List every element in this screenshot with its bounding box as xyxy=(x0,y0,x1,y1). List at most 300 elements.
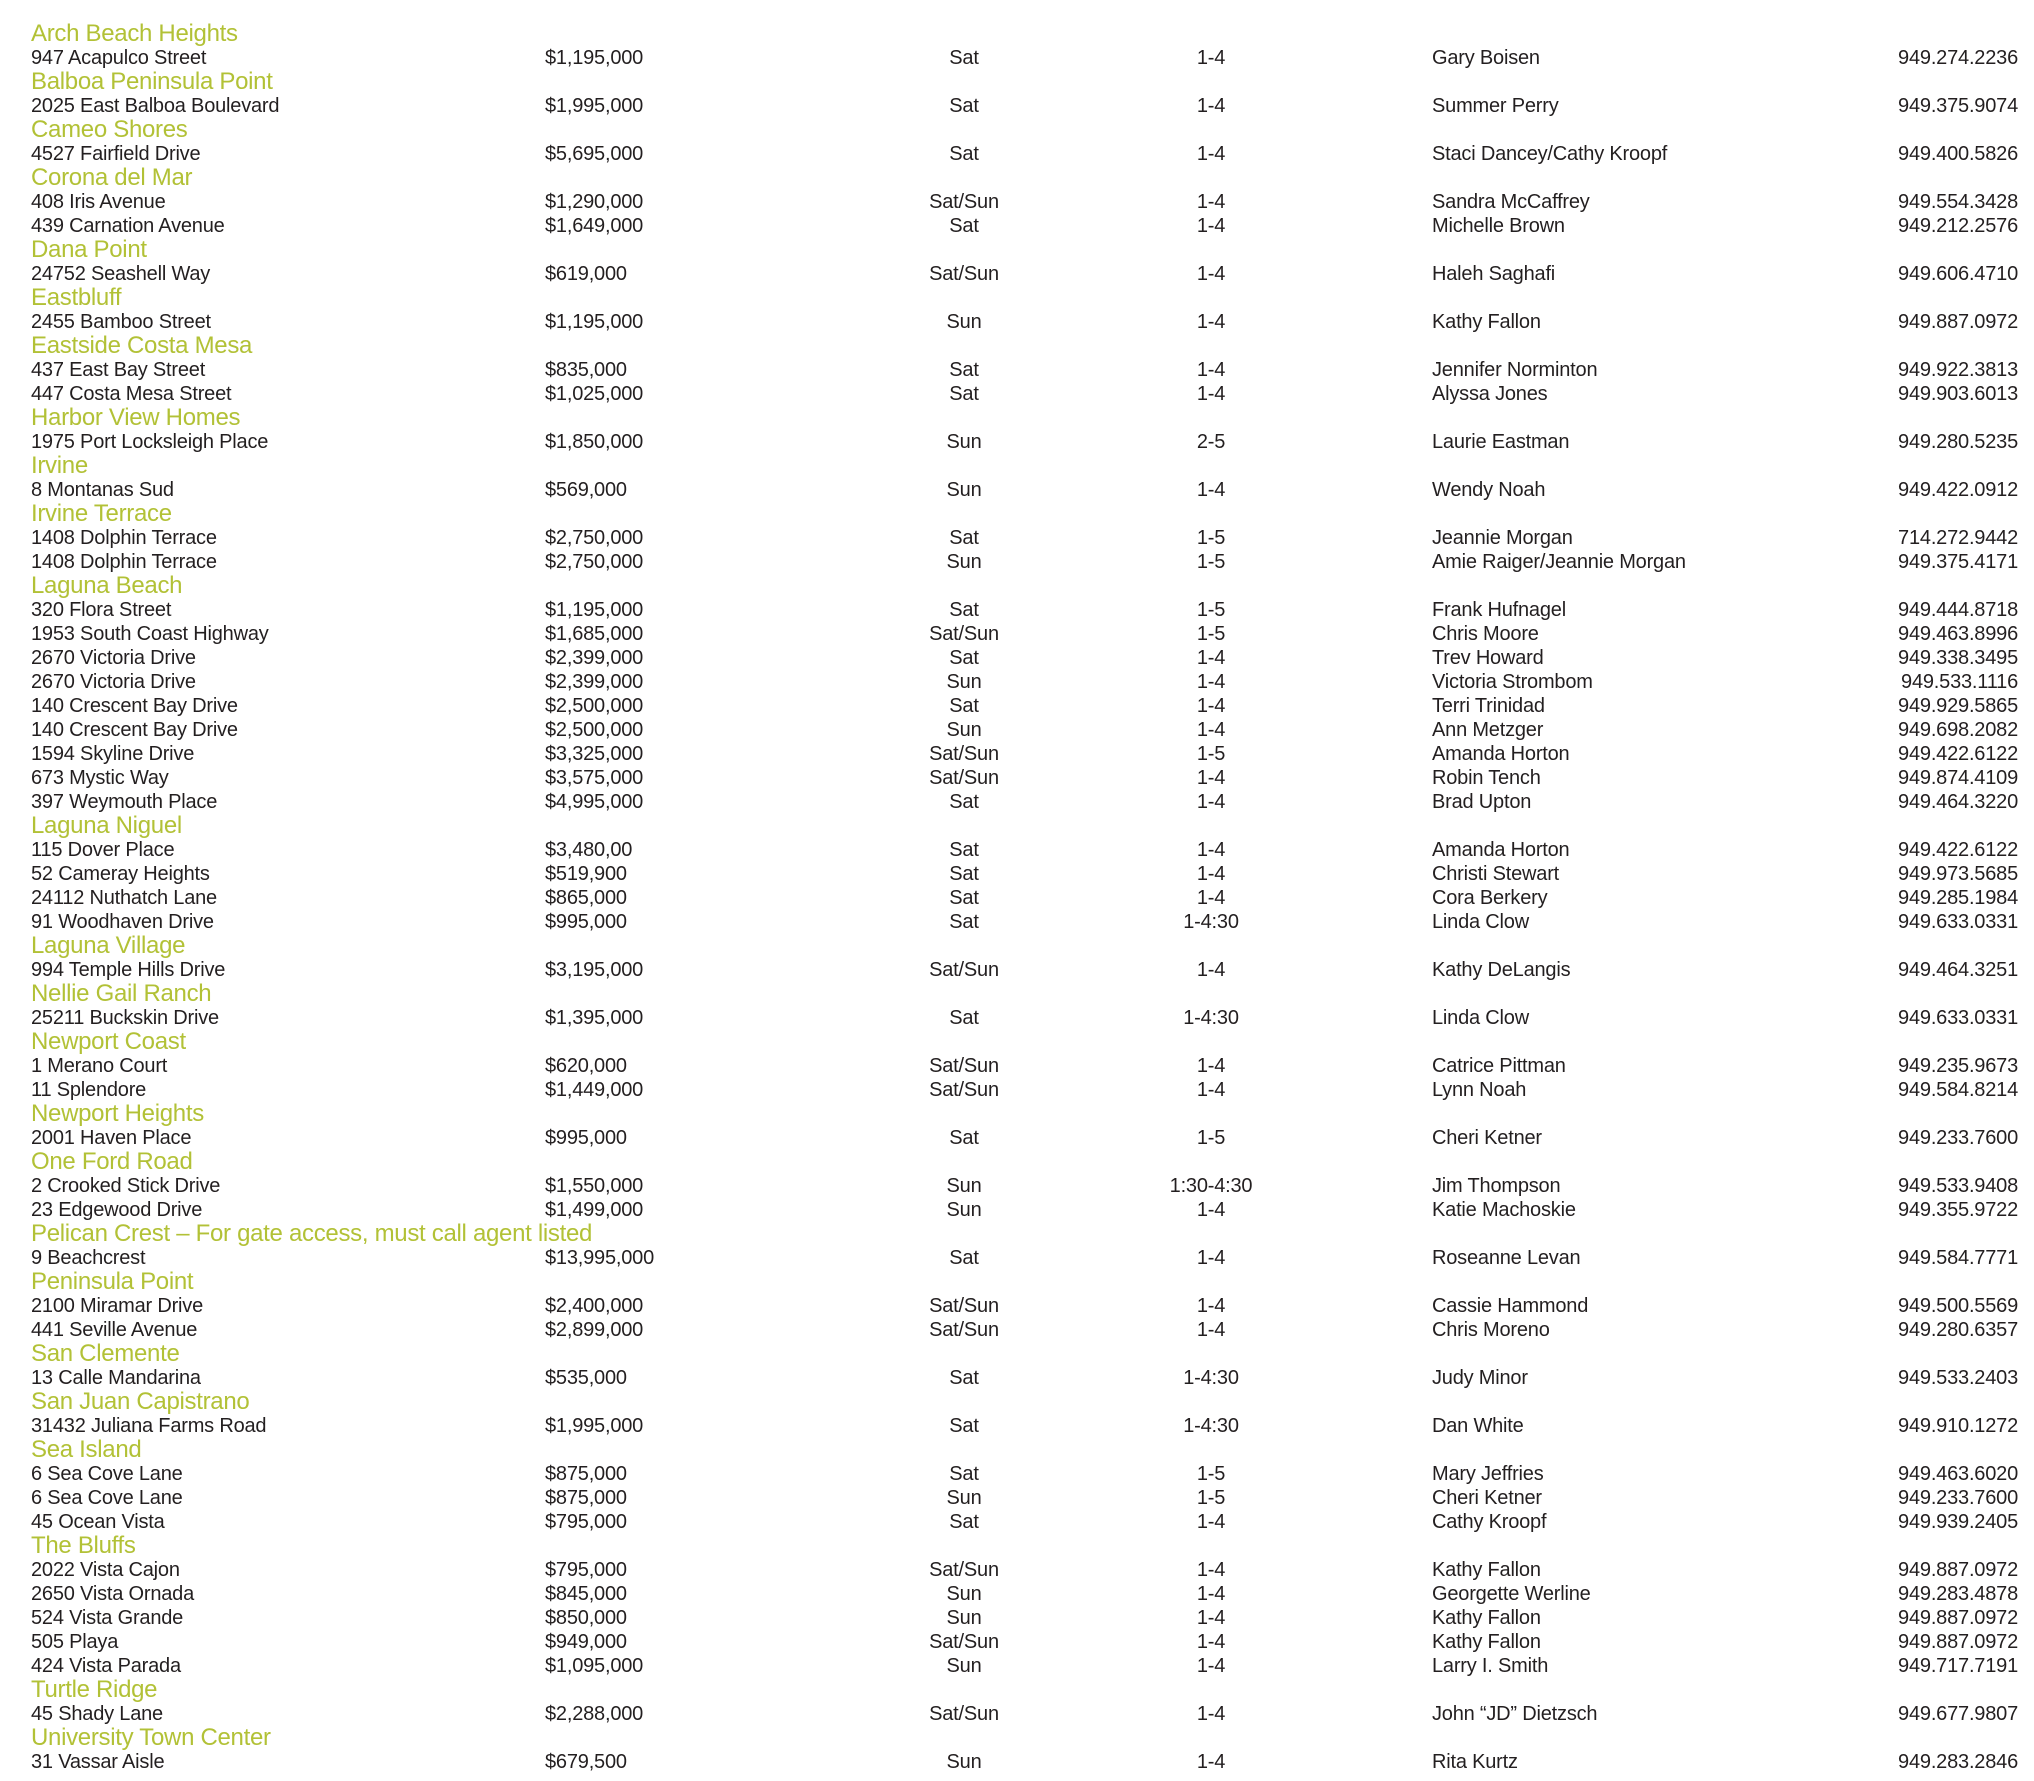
listing-row xyxy=(31,838,2034,862)
listing-price: $1,395,000 xyxy=(545,1007,644,1029)
listing-days: Sat xyxy=(949,839,979,861)
listing-row xyxy=(31,550,2034,574)
listing-row xyxy=(31,958,2034,982)
listing-phone: 949.887.0972 xyxy=(1898,1559,2018,1581)
listing-row xyxy=(31,1462,2034,1486)
listing-days: Sat/Sun xyxy=(929,743,999,765)
listing-address: 1 Merano Court xyxy=(31,1055,168,1077)
listing-address: 1975 Port Locksleigh Place xyxy=(31,431,269,453)
listing-days: Sat/Sun xyxy=(929,1055,999,1077)
listing-price: $619,000 xyxy=(545,263,627,285)
listing-phone: 949.355.9722 xyxy=(1898,1199,2018,1221)
listing-address: 673 Mystic Way xyxy=(31,767,169,789)
listing-price: $875,000 xyxy=(545,1463,627,1485)
listing-days: Sun xyxy=(946,1607,982,1629)
listing-address: 11 Splendore xyxy=(31,1079,147,1101)
listing-time: 1-4 xyxy=(1196,359,1226,381)
listing-phone: 949.233.7600 xyxy=(1898,1127,2018,1149)
listing-agent: Terri Trinidad xyxy=(1432,695,1545,717)
listing-price: $2,288,000 xyxy=(545,1703,644,1725)
listing-phone: 949.422.0912 xyxy=(1898,479,2018,501)
listing-agent: Summer Perry xyxy=(1432,95,1559,117)
listing-row xyxy=(31,430,2034,454)
listing-price: $2,500,000 xyxy=(545,719,644,741)
listing-agent: Jeannie Morgan xyxy=(1432,527,1573,549)
listing-time: 1-4 xyxy=(1196,671,1226,693)
listing-row xyxy=(31,478,2034,502)
listing-days: Sat xyxy=(949,1367,979,1389)
listing-phone: 949.422.6122 xyxy=(1898,743,2018,765)
listing-days: Sat/Sun xyxy=(929,623,999,645)
neighborhood-header: San Clemente xyxy=(31,1340,180,1367)
listing-address: 2100 Miramar Drive xyxy=(31,1295,204,1317)
listing-price: $1,995,000 xyxy=(545,1415,644,1437)
listing-agent: Gary Boisen xyxy=(1432,47,1540,69)
listing-agent: Michelle Brown xyxy=(1432,215,1565,237)
listing-address: 8 Montanas Sud xyxy=(31,479,174,501)
listing-row xyxy=(31,1006,2034,1030)
listing-address: 23 Edgewood Drive xyxy=(31,1199,203,1221)
listing-price: $620,000 xyxy=(545,1055,627,1077)
neighborhood-header: Irvine xyxy=(31,452,88,479)
listing-address: 441 Seville Avenue xyxy=(31,1319,198,1341)
listing-agent: Rita Kurtz xyxy=(1432,1751,1518,1773)
listing-row xyxy=(31,694,2034,718)
listing-row xyxy=(31,1606,2034,1630)
listing-phone: 949.280.5235 xyxy=(1898,431,2018,453)
listing-address: 437 East Bay Street xyxy=(31,359,206,381)
listing-days: Sat/Sun xyxy=(929,1295,999,1317)
listing-days: Sun xyxy=(946,479,982,501)
listing-time: 1-4:30 xyxy=(1183,1007,1239,1029)
neighborhood-header: Irvine Terrace xyxy=(31,500,172,527)
listing-phone: 949.283.4878 xyxy=(1898,1583,2018,1605)
listing-address: 140 Crescent Bay Drive xyxy=(31,719,238,741)
listing-address: 13 Calle Mandarina xyxy=(31,1367,201,1389)
listing-time: 1-5 xyxy=(1196,551,1226,573)
listing-days: Sun xyxy=(946,1199,982,1221)
listing-address: 31 Vassar Aisle xyxy=(31,1751,165,1773)
listing-row xyxy=(31,862,2034,886)
listing-phone: 949.533.9408 xyxy=(1898,1175,2018,1197)
listing-address: 2670 Victoria Drive xyxy=(31,671,196,693)
listing-phone: 949.463.8996 xyxy=(1898,623,2018,645)
listing-price: $1,195,000 xyxy=(545,47,644,69)
listings-table xyxy=(31,22,2034,1774)
listing-days: Sun xyxy=(946,551,982,573)
listing-phone: 949.698.2082 xyxy=(1898,719,2018,741)
listing-address: 2 Crooked Stick Drive xyxy=(31,1175,221,1197)
listing-row xyxy=(31,766,2034,790)
listing-agent: Kathy Fallon xyxy=(1432,1631,1541,1653)
neighborhood-header: Arch Beach Heights xyxy=(31,20,238,47)
listing-days: Sun xyxy=(946,1583,982,1605)
listing-phone: 949.212.2576 xyxy=(1898,215,2018,237)
listing-days: Sat xyxy=(949,887,979,909)
listing-time: 1-4 xyxy=(1196,1631,1226,1653)
listing-address: 439 Carnation Avenue xyxy=(31,215,225,237)
listing-phone: 949.929.5865 xyxy=(1898,695,2018,717)
listing-time: 1-4 xyxy=(1196,1055,1226,1077)
listing-time: 1-4:30 xyxy=(1183,911,1239,933)
listing-days: Sun xyxy=(946,311,982,333)
listing-price: $2,400,000 xyxy=(545,1295,644,1317)
listing-time: 1-4 xyxy=(1196,887,1226,909)
listing-agent: Mary Jeffries xyxy=(1432,1463,1544,1485)
listing-days: Sat xyxy=(949,1511,979,1533)
listing-days: Sat/Sun xyxy=(929,191,999,213)
listing-agent: Linda Clow xyxy=(1432,1007,1529,1029)
listing-price: $1,290,000 xyxy=(545,191,644,213)
listing-phone: 949.939.2405 xyxy=(1898,1511,2018,1533)
neighborhood-header: Newport Heights xyxy=(31,1100,204,1127)
listing-price: $569,000 xyxy=(545,479,627,501)
listing-time: 1-4 xyxy=(1196,1295,1226,1317)
listing-time: 1-4 xyxy=(1196,143,1226,165)
listing-price: $1,499,000 xyxy=(545,1199,644,1221)
listing-time: 1-4 xyxy=(1196,1247,1226,1269)
listing-price: $2,750,000 xyxy=(545,527,644,549)
listing-time: 1-4 xyxy=(1196,1751,1226,1773)
listing-price: $519,900 xyxy=(545,863,627,885)
listing-phone: 949.874.4109 xyxy=(1898,767,2018,789)
listing-phone: 949.584.8214 xyxy=(1898,1079,2018,1101)
listing-address: 6 Sea Cove Lane xyxy=(31,1487,183,1509)
listing-time: 1-4 xyxy=(1196,719,1226,741)
listing-price: $995,000 xyxy=(545,911,627,933)
listing-days: Sat xyxy=(949,1415,979,1437)
listing-price: $3,195,000 xyxy=(545,959,644,981)
listing-price: $1,449,000 xyxy=(545,1079,644,1101)
listing-address: 24112 Nuthatch Lane xyxy=(31,887,217,909)
listing-agent: Kathy Fallon xyxy=(1432,311,1541,333)
listing-row xyxy=(31,46,2034,70)
listing-agent: Cathy Kroopf xyxy=(1432,1511,1547,1533)
listing-agent: Sandra McCaffrey xyxy=(1432,191,1590,213)
listing-row xyxy=(31,1126,2034,1150)
listing-agent: Georgette Werline xyxy=(1432,1583,1591,1605)
neighborhood-header: Balboa Peninsula Point xyxy=(31,68,273,95)
listing-time: 1-4:30 xyxy=(1183,1415,1239,1437)
listing-time: 1-4 xyxy=(1196,1079,1226,1101)
listing-days: Sat xyxy=(949,911,979,933)
listing-price: $1,850,000 xyxy=(545,431,644,453)
listing-address: 24752 Seashell Way xyxy=(31,263,211,285)
listing-phone: 949.375.4171 xyxy=(1898,551,2018,573)
listing-phone: 949.922.3813 xyxy=(1898,359,2018,381)
listing-agent: Brad Upton xyxy=(1432,791,1532,813)
listing-phone: 949.887.0972 xyxy=(1898,1607,2018,1629)
listing-time: 1-5 xyxy=(1196,527,1226,549)
listing-agent: Laurie Eastman xyxy=(1432,431,1570,453)
listing-price: $679,500 xyxy=(545,1751,627,1773)
listing-agent: Staci Dancey/Cathy Kroopf xyxy=(1432,143,1668,165)
listing-row xyxy=(31,742,2034,766)
listing-phone: 949.400.5826 xyxy=(1898,143,2018,165)
listing-row xyxy=(31,262,2034,286)
listing-time: 1-4 xyxy=(1196,1559,1226,1581)
listing-agent: Roseanne Levan xyxy=(1432,1247,1581,1269)
listing-address: 1408 Dolphin Terrace xyxy=(31,551,217,573)
listing-agent: Judy Minor xyxy=(1432,1367,1528,1389)
listing-address: 397 Weymouth Place xyxy=(31,791,218,813)
listing-phone: 949.285.1984 xyxy=(1898,887,2018,909)
listing-price: $1,095,000 xyxy=(545,1655,644,1677)
listing-agent: Frank Hufnagel xyxy=(1432,599,1566,621)
listing-agent: Robin Tench xyxy=(1432,767,1541,789)
listing-row xyxy=(31,1318,2034,1342)
listing-row xyxy=(31,1654,2034,1678)
listing-days: Sat/Sun xyxy=(929,767,999,789)
listing-time: 1-4 xyxy=(1196,863,1226,885)
listing-price: $1,995,000 xyxy=(545,95,644,117)
listing-price: $949,000 xyxy=(545,1631,627,1653)
listing-days: Sat/Sun xyxy=(929,1079,999,1101)
listing-agent: John “JD” Dietzsch xyxy=(1432,1703,1598,1725)
listing-time: 1-4 xyxy=(1196,1511,1226,1533)
listing-price: $2,899,000 xyxy=(545,1319,644,1341)
listing-agent: Linda Clow xyxy=(1432,911,1529,933)
listing-days: Sun xyxy=(946,719,982,741)
listing-row xyxy=(31,1510,2034,1534)
listing-agent: Haleh Saghafi xyxy=(1432,263,1556,285)
listing-address: 45 Shady Lane xyxy=(31,1703,163,1725)
listing-days: Sat/Sun xyxy=(929,263,999,285)
listing-time: 1-4 xyxy=(1196,311,1226,333)
listing-phone: 949.973.5685 xyxy=(1898,863,2018,885)
listing-days: Sat/Sun xyxy=(929,1319,999,1341)
listing-price: $2,500,000 xyxy=(545,695,644,717)
listing-days: Sat/Sun xyxy=(929,1703,999,1725)
listing-phone: 949.235.9673 xyxy=(1898,1055,2018,1077)
neighborhood-header: Cameo Shores xyxy=(31,116,188,143)
listing-agent: Cora Berkery xyxy=(1432,887,1548,909)
listing-price: $1,195,000 xyxy=(545,599,644,621)
listing-phone: 949.233.7600 xyxy=(1898,1487,2018,1509)
listing-phone: 949.533.2403 xyxy=(1898,1367,2018,1389)
listing-time: 1-4 xyxy=(1196,95,1226,117)
listing-price: $835,000 xyxy=(545,359,627,381)
listing-agent: Chris Moreno xyxy=(1432,1319,1550,1341)
listing-row xyxy=(31,1174,2034,1198)
listing-agent: Cassie Hammond xyxy=(1432,1295,1589,1317)
listing-price: $995,000 xyxy=(545,1127,627,1149)
listing-time: 2-5 xyxy=(1196,431,1226,453)
listing-days: Sat xyxy=(949,95,979,117)
listing-price: $1,195,000 xyxy=(545,311,644,333)
listing-row xyxy=(31,670,2034,694)
listing-time: 1-4 xyxy=(1196,1583,1226,1605)
neighborhood-header: Laguna Beach xyxy=(31,572,183,599)
listing-time: 1-5 xyxy=(1196,1487,1226,1509)
listing-row xyxy=(31,910,2034,934)
listing-agent: Amanda Horton xyxy=(1432,839,1570,861)
listing-phone: 949.500.5569 xyxy=(1898,1295,2018,1317)
listing-phone: 949.903.6013 xyxy=(1898,383,2018,405)
listing-agent: Larry I. Smith xyxy=(1432,1655,1549,1677)
listing-days: Sun xyxy=(946,1487,982,1509)
listing-row xyxy=(31,94,2034,118)
listing-days: Sat xyxy=(949,47,979,69)
listing-address: 115 Dover Place xyxy=(31,839,175,861)
listing-time: 1-5 xyxy=(1196,1127,1226,1149)
listing-row xyxy=(31,1054,2034,1078)
listing-days: Sat xyxy=(949,695,979,717)
listing-address: 2001 Haven Place xyxy=(31,1127,192,1149)
listing-agent: Ann Metzger xyxy=(1432,719,1544,741)
listing-days: Sat xyxy=(949,1007,979,1029)
neighborhood-header: Pelican Crest – For gate access, must call agent listed xyxy=(31,1220,593,1247)
listing-price: $865,000 xyxy=(545,887,627,909)
listing-agent: Catrice Pittman xyxy=(1432,1055,1566,1077)
listing-price: $2,399,000 xyxy=(545,647,644,669)
listing-agent: Wendy Noah xyxy=(1432,479,1546,501)
listing-time: 1-4 xyxy=(1196,263,1226,285)
listing-address: 994 Temple Hills Drive xyxy=(31,959,226,981)
listing-price: $875,000 xyxy=(545,1487,627,1509)
listing-agent: Alyssa Jones xyxy=(1432,383,1548,405)
listing-days: Sat/Sun xyxy=(929,1559,999,1581)
listing-time: 1-4 xyxy=(1196,647,1226,669)
listing-row xyxy=(31,1414,2034,1438)
listing-phone: 949.464.3220 xyxy=(1898,791,2018,813)
listing-phone: 949.274.2236 xyxy=(1898,47,2018,69)
listing-agent: Christi Stewart xyxy=(1432,863,1560,885)
listing-time: 1-4 xyxy=(1196,695,1226,717)
listing-time: 1-5 xyxy=(1196,599,1226,621)
listing-row xyxy=(31,622,2034,646)
listing-phone: 949.280.6357 xyxy=(1898,1319,2018,1341)
listing-phone: 949.283.2846 xyxy=(1898,1751,2018,1773)
listing-price: $2,399,000 xyxy=(545,671,644,693)
listing-days: Sat xyxy=(949,1127,979,1149)
listing-days: Sat xyxy=(949,383,979,405)
listing-address: 4527 Fairfield Drive xyxy=(31,143,201,165)
listing-address: 320 Flora Street xyxy=(31,599,172,621)
listing-days: Sat xyxy=(949,1247,979,1269)
listing-days: Sat/Sun xyxy=(929,959,999,981)
neighborhood-header: Corona del Mar xyxy=(31,164,193,191)
listing-time: 1-4 xyxy=(1196,47,1226,69)
listing-row xyxy=(31,1558,2034,1582)
listing-phone: 949.633.0331 xyxy=(1898,1007,2018,1029)
listing-row xyxy=(31,718,2034,742)
neighborhood-header: San Juan Capistrano xyxy=(31,1388,250,1415)
listing-row xyxy=(31,598,2034,622)
listing-phone: 949.887.0972 xyxy=(1898,311,2018,333)
listing-agent: Amie Raiger/Jeannie Morgan xyxy=(1432,551,1686,573)
listing-time: 1-4 xyxy=(1196,479,1226,501)
neighborhood-header: Laguna Village xyxy=(31,932,186,959)
listing-address: 447 Costa Mesa Street xyxy=(31,383,232,405)
listing-agent: Cheri Ketner xyxy=(1432,1487,1542,1509)
listing-days: Sat xyxy=(949,143,979,165)
listing-phone: 714.272.9442 xyxy=(1898,527,2018,549)
listing-price: $2,750,000 xyxy=(545,551,644,573)
listing-address: 408 Iris Avenue xyxy=(31,191,166,213)
listing-agent: Cheri Ketner xyxy=(1432,1127,1542,1149)
listing-phone: 949.533.1116 xyxy=(1901,671,2018,693)
listing-agent: Jim Thompson xyxy=(1432,1175,1561,1197)
listing-row xyxy=(31,214,2034,238)
listing-address: 1953 South Coast Highway xyxy=(31,623,269,645)
neighborhood-header: Eastside Costa Mesa xyxy=(31,332,253,359)
listing-days: Sat xyxy=(949,215,979,237)
listing-time: 1-4:30 xyxy=(1183,1367,1239,1389)
listing-row xyxy=(31,1078,2034,1102)
listing-price: $1,649,000 xyxy=(545,215,644,237)
listing-agent: Trev Howard xyxy=(1432,647,1544,669)
listing-agent: Chris Moore xyxy=(1432,623,1539,645)
listing-address: 2025 East Balboa Boulevard xyxy=(31,95,280,117)
listing-address: 2022 Vista Cajon xyxy=(31,1559,180,1581)
listing-price: $3,575,000 xyxy=(545,767,644,789)
listing-phone: 949.887.0972 xyxy=(1898,1631,2018,1653)
neighborhood-header: One Ford Road xyxy=(31,1148,193,1175)
listing-address: 6 Sea Cove Lane xyxy=(31,1463,183,1485)
listing-row xyxy=(31,886,2034,910)
listing-time: 1-4 xyxy=(1196,1199,1226,1221)
listing-days: Sat xyxy=(949,1463,979,1485)
listing-row xyxy=(31,790,2034,814)
listing-row xyxy=(31,1702,2034,1726)
listing-price: $1,025,000 xyxy=(545,383,644,405)
listing-phone: 949.463.6020 xyxy=(1898,1463,2018,1485)
listing-time: 1-4 xyxy=(1196,191,1226,213)
listing-time: 1-4 xyxy=(1196,959,1226,981)
listing-address: 9 Beachcrest xyxy=(31,1247,146,1269)
listing-agent: Victoria Strombom xyxy=(1432,671,1593,693)
listing-phone: 949.584.7771 xyxy=(1898,1247,2018,1269)
listing-days: Sat xyxy=(949,599,979,621)
listing-days: Sun xyxy=(946,431,982,453)
listing-price: $535,000 xyxy=(545,1367,627,1389)
listing-price: $1,550,000 xyxy=(545,1175,644,1197)
listing-time: 1-4 xyxy=(1196,383,1226,405)
listing-days: Sat xyxy=(949,863,979,885)
listing-row xyxy=(31,1486,2034,1510)
listing-row xyxy=(31,382,2034,406)
listing-price: $5,695,000 xyxy=(545,143,644,165)
listing-row xyxy=(31,526,2034,550)
listing-price: $3,325,000 xyxy=(545,743,644,765)
listing-agent: Kathy Fallon xyxy=(1432,1559,1541,1581)
listing-row xyxy=(31,190,2034,214)
listing-days: Sat xyxy=(949,647,979,669)
neighborhood-header: Newport Coast xyxy=(31,1028,186,1055)
listing-phone: 949.554.3428 xyxy=(1898,191,2018,213)
neighborhood-header: Eastbluff xyxy=(31,284,122,311)
listing-price: $850,000 xyxy=(545,1607,627,1629)
neighborhood-header: University Town Center xyxy=(31,1724,271,1751)
listing-agent: Amanda Horton xyxy=(1432,743,1570,765)
listing-days: Sat/Sun xyxy=(929,1631,999,1653)
listing-time: 1-4 xyxy=(1196,767,1226,789)
listing-price: $795,000 xyxy=(545,1559,627,1581)
listing-days: Sat xyxy=(949,791,979,813)
listing-address: 140 Crescent Bay Drive xyxy=(31,695,238,717)
listing-row xyxy=(31,646,2034,670)
listing-phone: 949.633.0331 xyxy=(1898,911,2018,933)
listing-row xyxy=(31,1750,2034,1774)
listing-phone: 949.717.7191 xyxy=(1898,1655,2018,1677)
listing-phone: 949.910.1272 xyxy=(1898,1415,2018,1437)
listing-days: Sat xyxy=(949,527,979,549)
listing-address: 2650 Vista Ornada xyxy=(31,1583,195,1605)
neighborhood-header: Nellie Gail Ranch xyxy=(31,980,212,1007)
listing-row xyxy=(31,1366,2034,1390)
listing-row xyxy=(31,1582,2034,1606)
